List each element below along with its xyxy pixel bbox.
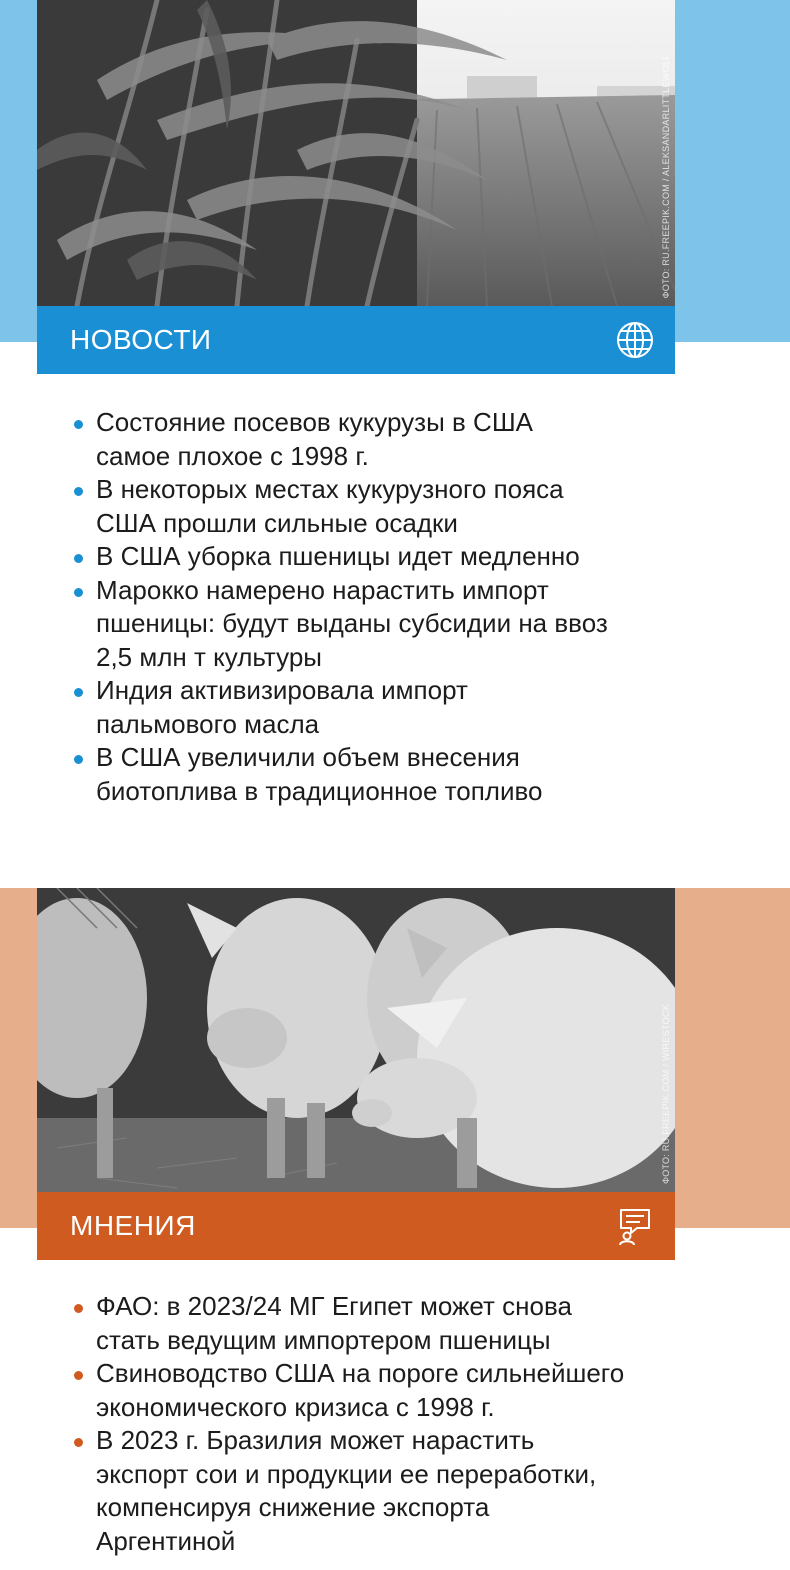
bullet-dot [74, 755, 83, 764]
bullet-dot [74, 588, 83, 597]
news-item [72, 473, 772, 540]
news-item-text: В некоторых местах кукурузного пояса США прошли сильные осадки [96, 474, 564, 538]
opinions-header-bar [37, 1192, 675, 1260]
news-header-bar [37, 306, 675, 374]
opinions-item [72, 1357, 772, 1424]
bullet-dot [74, 1304, 83, 1313]
speech-bubble-person-icon [615, 1206, 655, 1246]
news-item [72, 674, 772, 741]
opinions-item-text: ФАО: в 2023/24 МГ Египет может снова стать ведущим импортером пшеницы [96, 1291, 572, 1355]
opinions-item [72, 1424, 772, 1558]
pigs-image [37, 888, 675, 1192]
opinions-list [72, 1290, 772, 1558]
opinions-photo-credit: ФОТО: RU.FREEPIK.COM / WIRESTOCK [661, 1004, 671, 1184]
opinions-section-title: МНЕНИЯ [70, 1210, 196, 1241]
news-item [72, 406, 772, 473]
opinions-item-text: В 2023 г. Бразилия может нарастить экспорт сои и продукции ее переработки, компенсируя снижение экспорта Аргентиной [96, 1425, 597, 1556]
news-item [72, 540, 772, 574]
bullet-dot [74, 1438, 83, 1447]
news-item [72, 574, 772, 675]
opinions-photo-pigs [37, 888, 675, 1192]
cornfield-image [37, 0, 675, 306]
news-item-text: В США увеличили объем внесения биотоплива в традиционное топливо [96, 742, 543, 806]
bullet-dot [74, 554, 83, 563]
opinions-item [72, 1290, 772, 1357]
news-section-title: НОВОСТИ [70, 324, 212, 355]
bullet-dot [74, 688, 83, 697]
globe-icon [615, 320, 655, 360]
bullet-dot [74, 487, 83, 496]
bullet-dot [74, 1371, 83, 1380]
news-photo-credit: ФОТО: RU.FREEPIK.COM / ALEKSANDARLITTLEWOLF [661, 53, 671, 298]
news-photo-cornfield [37, 0, 675, 306]
news-list [72, 406, 772, 808]
news-item-text: Марокко намерено нарастить импорт пшеницы: будут выданы субсидии на ввоз 2,5 млн т культуры [96, 574, 608, 672]
bullet-dot [74, 420, 83, 429]
opinions-item-text: Свиноводство США на пороге сильнейшего экономического кризиса с 1998 г. [96, 1358, 625, 1422]
news-item-text: Состояние посевов кукурузы в США самое плохое с 1998 г. [96, 407, 533, 471]
news-item-text: В США уборка пшеницы идет медленно [96, 541, 580, 571]
news-item-text: Индия активизировала импорт пальмового масла [96, 675, 468, 739]
news-item [72, 741, 772, 808]
